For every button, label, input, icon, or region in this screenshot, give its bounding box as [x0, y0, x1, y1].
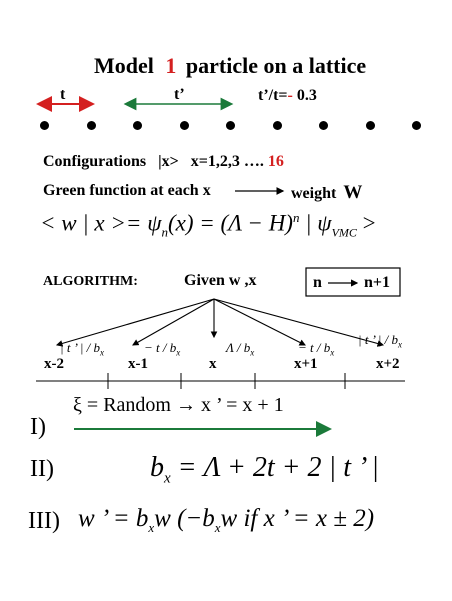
target-x+1: x+1	[294, 356, 318, 372]
step-three-sub1: x	[148, 520, 155, 535]
weight-x+1-text: − t / b	[298, 340, 331, 355]
step-from: n	[313, 274, 322, 291]
lattice-site	[412, 121, 421, 130]
step-two-sub: x	[164, 470, 171, 487]
step-one-label: I)	[30, 414, 46, 440]
step-three-formula	[78, 505, 374, 536]
weight-x+2-text: | t ’ | / b	[358, 332, 399, 347]
weight-line	[291, 182, 362, 204]
title-prefix: Model	[94, 53, 154, 78]
weight-x-2	[60, 340, 104, 358]
step-three-sub2: x	[214, 520, 221, 535]
weight-x-text: Λ / b	[226, 340, 251, 355]
step-three-part2: w (−b	[154, 505, 215, 532]
weight-x-1	[144, 340, 180, 358]
lattice-site	[273, 121, 282, 130]
formula-mid: (x) = (Λ − H)	[167, 210, 293, 236]
weight-label: weight	[291, 185, 337, 202]
t-label: t	[60, 86, 66, 103]
step-three-part3: w if x ’ = x ± 2)	[220, 505, 375, 532]
lattice-site	[226, 121, 235, 130]
formula-wavefunction	[40, 210, 376, 240]
configurations-range: x=1,2,3 ….	[190, 153, 264, 170]
formula-lhs: < w | x >=	[40, 210, 142, 236]
formula-ket: | ψ	[305, 210, 332, 236]
target-x-1: x-1	[128, 356, 148, 372]
formula-close: >	[362, 210, 376, 236]
step-one-formula: ξ = Random → x ’ = x + 1	[73, 394, 284, 416]
weight-x+1	[298, 340, 334, 358]
weight-symbol: W	[343, 182, 363, 203]
target-x+2: x+2	[376, 356, 400, 372]
weight-x+2	[358, 332, 402, 350]
configurations-line	[43, 153, 284, 171]
lattice-site	[366, 121, 375, 130]
configurations-count: 16	[267, 153, 284, 170]
algorithm-given: Given w ,x	[184, 272, 257, 289]
formula-psi: ψ	[147, 210, 162, 236]
weight-x-1-text: − t / b	[144, 340, 177, 355]
ratio-sign: -	[287, 87, 293, 104]
formula-power: n	[292, 210, 300, 225]
target-x-2: x-2	[44, 356, 64, 372]
ratio-value: 0.3	[296, 87, 317, 104]
lattice-site	[87, 121, 96, 130]
move-arrow-x+1	[214, 299, 305, 345]
green-function-text: Green function at each x	[43, 182, 211, 199]
lattice-site	[133, 121, 142, 130]
title-count: 1	[165, 53, 177, 78]
step-two-label: II)	[30, 456, 54, 482]
tprime-label: t’	[174, 86, 185, 103]
step-two-b: b	[150, 452, 164, 483]
formula-n-sub: n	[161, 224, 168, 240]
weight-x	[226, 340, 254, 358]
formula-vmc-sub: VMC	[331, 225, 357, 240]
move-arrow-x-2	[57, 299, 214, 345]
step-three-part1: w ’ = b	[78, 505, 149, 532]
configurations-label: Configurations	[43, 153, 147, 170]
title-suffix: particle on a lattice	[185, 53, 367, 78]
weight-x-1-sub: x	[176, 347, 181, 358]
lattice-site	[319, 121, 328, 130]
weight-x-2-text: | t ’ | / b	[60, 340, 101, 355]
target-x: x	[209, 356, 217, 372]
weight-x-2-sub: x	[100, 347, 105, 358]
step-three-label: III)	[28, 508, 60, 534]
move-arrow-x-1	[133, 299, 214, 345]
step-to: n+1	[364, 274, 391, 291]
step-two-rest: = Λ + 2t + 2 | t ’ |	[177, 452, 379, 483]
algorithm-label: ALGORITHM:	[43, 274, 138, 289]
weight-x+1-sub: x	[330, 347, 335, 358]
lattice-site	[180, 121, 189, 130]
ratio-text: t’/t=	[258, 87, 288, 104]
weight-x-sub: x	[250, 347, 255, 358]
lattice-site	[40, 121, 49, 130]
weight-x+2-sub: x	[398, 339, 403, 350]
step-two-formula	[150, 452, 379, 488]
configurations-ket: |x>	[158, 153, 179, 170]
